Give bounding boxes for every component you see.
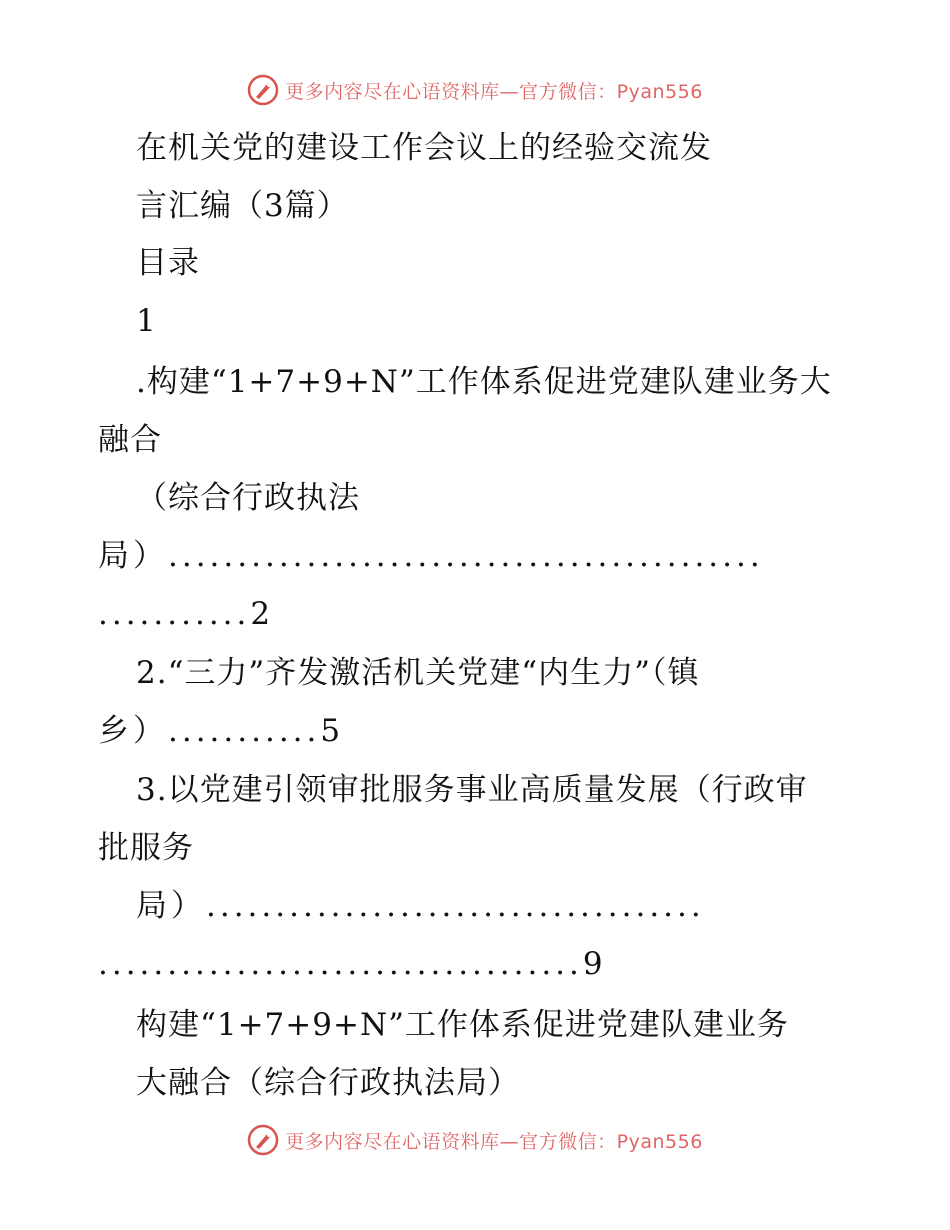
document-title-line-1: 在机关党的建设工作会议上的经验交流发 — [136, 130, 712, 166]
toc-item-3-line-1: 3.以党建引领审批服务事业高质量发展（行政审 — [136, 772, 808, 808]
toc-item-1-line-4: 局）........................................... — [98, 538, 764, 574]
toc-item-1-line-1: .构建“1+7+9+N”工作体系促进党建队建业务大 — [136, 364, 832, 400]
watermark-text: 更多内容尽在心语资料库—官方微信：Pyan556 — [285, 1130, 703, 1153]
section-title-line-2: 大融合（综合行政执法局） — [136, 1065, 520, 1101]
footer-watermark — [0, 1120, 950, 1160]
toc-number: 1 — [136, 303, 157, 339]
pen-logo-icon — [247, 1124, 279, 1156]
toc-item-1-line-2: 融合 — [98, 422, 162, 458]
toc-item-1-line-5: ...........2 — [98, 596, 275, 632]
toc-item-2-line-1: 2.“三力”齐发激活机关党建“内生力”（镇 — [136, 655, 700, 691]
watermark-text: 更多内容尽在心语资料库—官方微信：Pyan556 — [285, 80, 703, 103]
document-title-line-2: 言汇编（3篇） — [136, 188, 349, 224]
header-watermark — [0, 70, 950, 110]
pen-logo-icon — [247, 74, 279, 106]
section-title-line-1: 构建“1+7+9+N”工作体系促进党建队建业务 — [136, 1007, 789, 1043]
toc-item-3-line-4: ...................................9 — [98, 946, 607, 982]
toc-item-3-line-3: 局）.................................... — [136, 888, 705, 924]
toc-item-3-line-2: 批服务 — [98, 830, 194, 866]
toc-item-2-line-2: 乡）...........5 — [98, 713, 345, 749]
toc-heading: 目录 — [136, 245, 200, 281]
toc-item-1-line-3: （综合行政执法 — [136, 480, 360, 516]
